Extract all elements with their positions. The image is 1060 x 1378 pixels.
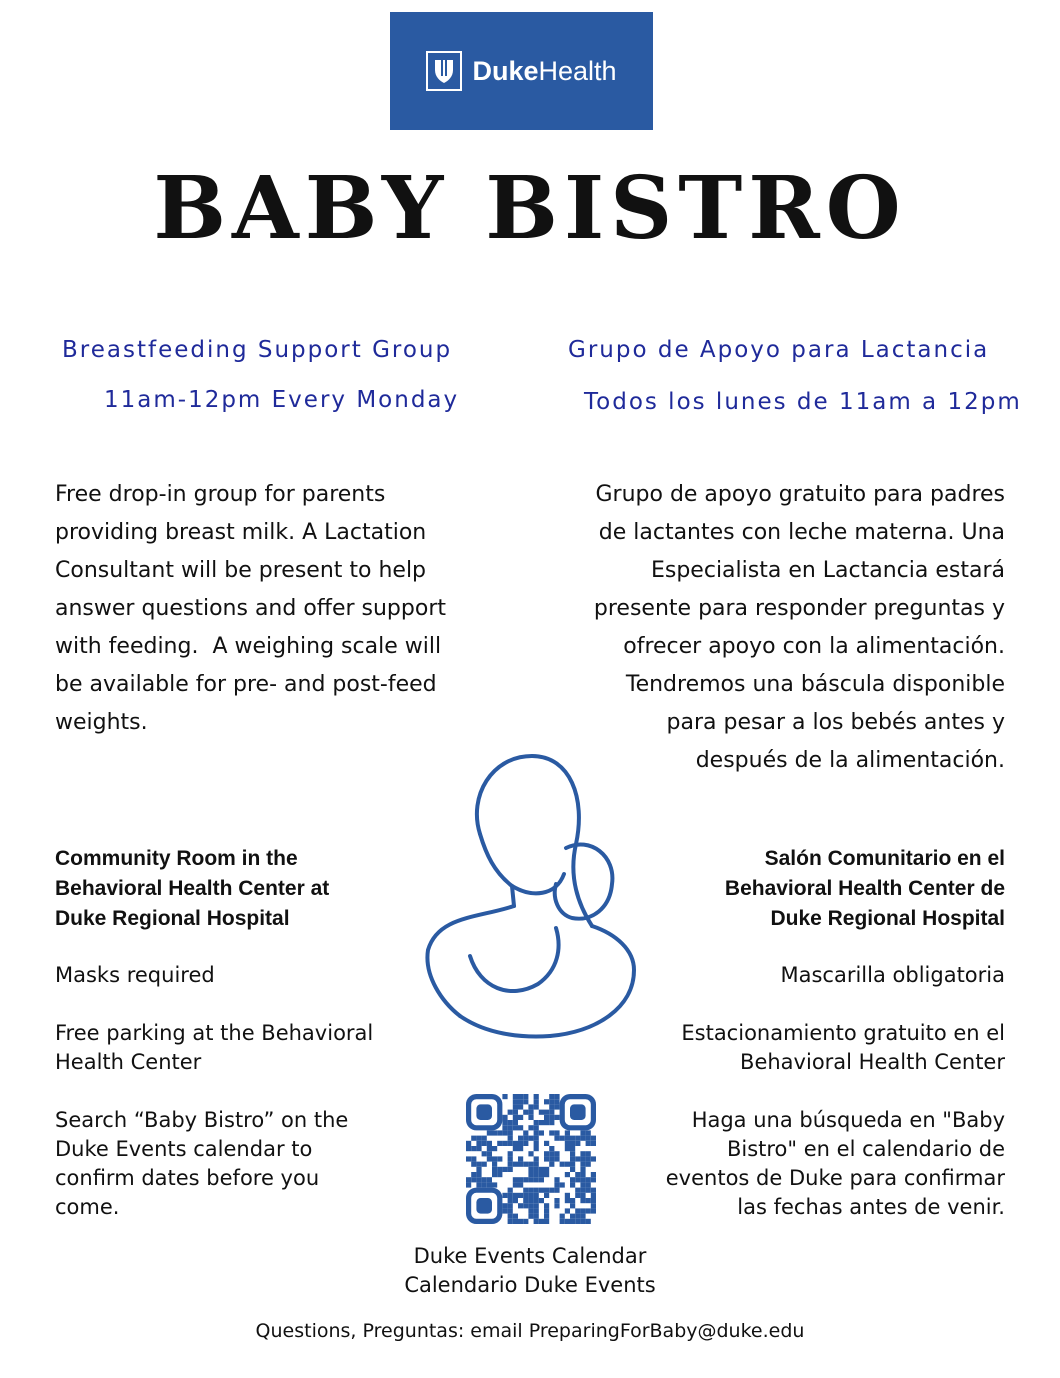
description-line: with feeding. A weighing scale will (55, 634, 442, 659)
description-line: presente para responder preguntas y (593, 596, 1005, 621)
description-line: Especialista en Lactancia estará (650, 558, 1005, 583)
description-line: después de la alimentación. (695, 748, 1005, 773)
location-line: Behavioral Health Center at (55, 877, 330, 900)
location-es (625, 844, 1005, 934)
search-line: Search “Baby Bistro” on the (55, 1108, 349, 1132)
qr-code-icon[interactable] (466, 1094, 596, 1224)
masks-es: Mascarilla obligatoria (780, 963, 1005, 987)
page-title: BABY BISTRO (153, 158, 907, 259)
parking-line: Health Center (55, 1050, 202, 1074)
search-instructions-es (625, 1106, 1005, 1222)
location-line: Duke Regional Hospital (55, 907, 290, 930)
search-line: las fechas antes de venir. (737, 1195, 1005, 1219)
parking-line: Estacionamiento gratuito en el (681, 1021, 1005, 1045)
parking-en (55, 1019, 395, 1077)
parking-es (625, 1019, 1005, 1077)
location-line: Behavioral Health Center de (724, 877, 1005, 900)
logo-text: DukeHealth (472, 55, 617, 86)
location-line: Salón Comunitario en el (764, 847, 1005, 870)
description-line: answer questions and offer support (55, 596, 446, 621)
search-line: Haga una búsqueda en "Baby (691, 1108, 1005, 1132)
search-line: eventos de Duke para confirmar (665, 1166, 1005, 1190)
description-line: weights. (55, 710, 148, 735)
qr-caption-en: Duke Events Calendar (413, 1244, 647, 1268)
subtitle-en: Breastfeeding Support Group (62, 337, 453, 363)
description-es (545, 476, 1005, 780)
description-line: para pesar a los bebés antes y (666, 710, 1005, 735)
subtitle-es: Grupo de Apoyo para Lactancia (568, 337, 990, 363)
search-line: confirm dates before you (55, 1166, 320, 1190)
search-instructions-en (55, 1106, 395, 1222)
masks-en: Masks required (55, 963, 215, 987)
parking-line: Free parking at the Behavioral (55, 1021, 374, 1045)
description-line: Free drop-in group for parents (55, 482, 386, 507)
description-line: de lactantes con leche materna. Una (598, 520, 1005, 545)
qr-caption-es: Calendario Duke Events (404, 1273, 656, 1297)
description-line: Grupo de apoyo gratuito para padres (595, 482, 1005, 507)
schedule-es: Todos los lunes de 11am a 12pm (584, 389, 1022, 415)
location-line: Duke Regional Hospital (770, 907, 1005, 930)
parking-line: Behavioral Health Center (740, 1050, 1005, 1074)
duke-shield-icon (426, 51, 462, 91)
schedule-en: 11am-12pm Every Monday (104, 387, 460, 413)
description-line: ofrecer apoyo con la alimentación. (623, 634, 1005, 659)
search-line: come. (55, 1195, 120, 1219)
description-line: Tendremos una báscula disponible (625, 672, 1005, 697)
contact-footer: Questions, Preguntas: email PreparingForBaby@duke.edu (255, 1320, 805, 1342)
description-line: be available for pre- and post-feed (55, 672, 437, 697)
location-en (55, 844, 395, 934)
search-line: Duke Events calendar to (55, 1137, 313, 1161)
description-line: Consultant will be present to help (55, 558, 427, 583)
description-line: providing breast milk. A Lactation (55, 520, 427, 545)
description-en (55, 476, 485, 742)
search-line: Bistro" en el calendario de (726, 1137, 1005, 1161)
location-line: Community Room in the (55, 847, 298, 870)
mother-and-baby-icon (420, 738, 640, 1044)
duke-health-logo (390, 12, 653, 130)
